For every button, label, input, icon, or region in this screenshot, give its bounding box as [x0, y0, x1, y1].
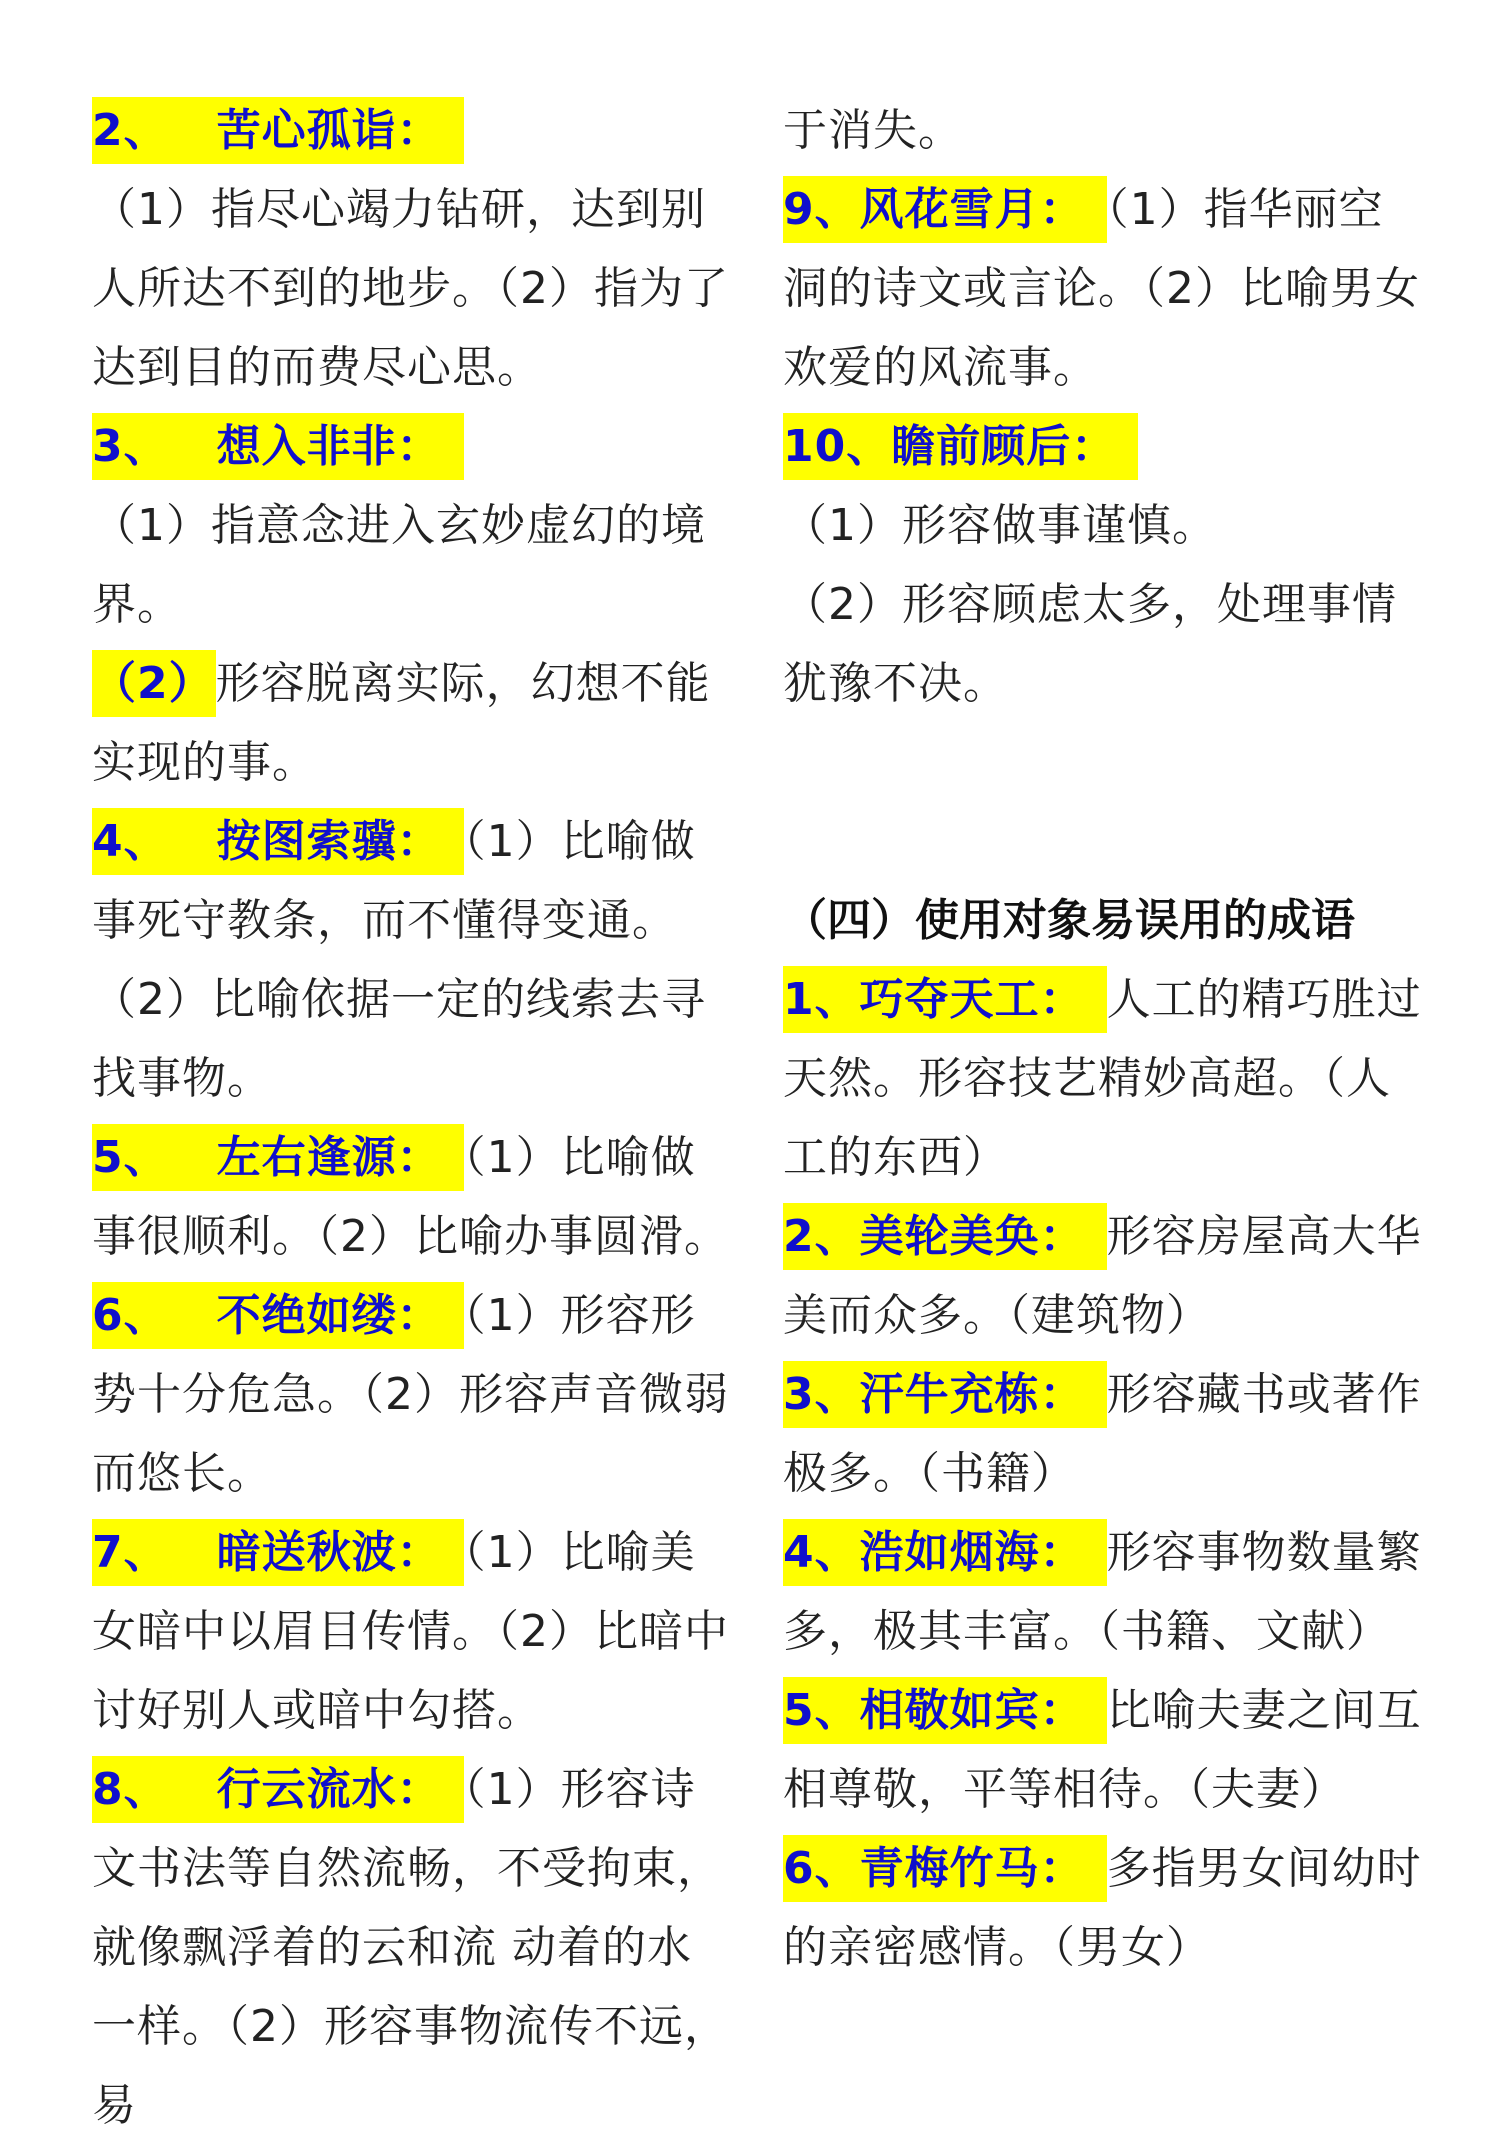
- term-text: 相敬如宾：: [859, 1685, 1085, 1736]
- idiom-entry: [783, 170, 1423, 407]
- definition-text: （1）比喻美女暗中以眉目传情。（2）比暗中讨好别人或暗中勾搭。: [92, 1527, 729, 1736]
- left-column: [92, 91, 732, 2145]
- term-text: 风花雪月：: [859, 184, 1085, 235]
- definition-text: （1）指尽心竭力钻研，达到别人所达不到的地步。（2）指为了达到目的而费尽心思。: [92, 184, 729, 393]
- term-text: 巧夺天工：: [859, 974, 1085, 1025]
- entry-number: 6、: [783, 1843, 860, 1894]
- entry-number: 5、: [92, 1132, 169, 1183]
- idiom-term: [783, 966, 1107, 1033]
- definition-text: （1）比喻做事死守教条，而不懂得变通。（2）比喻依据一定的线索去寻找事物。: [92, 816, 706, 1104]
- idiom-entry: [92, 1513, 732, 1750]
- entry-number: 3、: [92, 421, 169, 472]
- term-text: 汗牛充栋：: [859, 1369, 1085, 1420]
- entry-number: 1、: [783, 974, 860, 1025]
- idiom-entry: [783, 91, 1423, 170]
- idiom-term: [783, 1361, 1107, 1428]
- idiom-term: [92, 1519, 464, 1586]
- idiom-entry: [92, 802, 732, 1118]
- idiom-term: [783, 176, 1107, 243]
- idiom-term: [92, 413, 464, 480]
- term-text: 想入非非：: [216, 421, 442, 472]
- definition-text: 人工的精巧胜过天然。形容技艺精妙高超。（人工的东西）: [783, 974, 1422, 1183]
- idiom-entry: [92, 407, 732, 644]
- term-text: 瞻前顾后：: [891, 421, 1117, 472]
- definition-text: （1）指华丽空洞的诗文或言论。（2）比喻男女欢爱的风流事。: [783, 184, 1420, 393]
- term-text: 按图索骥：: [216, 816, 442, 867]
- definition-text: 于消失。: [783, 105, 963, 156]
- entry-number: 2、: [92, 105, 169, 156]
- idiom-term: [783, 1677, 1107, 1744]
- idiom-term: [92, 808, 464, 875]
- idiom-entry: [783, 960, 1423, 1197]
- idiom-entry: [783, 1355, 1423, 1513]
- definition-text: （1）比喻做事很顺利。（2）比喻办事圆滑。: [92, 1132, 729, 1262]
- term-text: 左右逢源：: [216, 1132, 442, 1183]
- section-spacer: [783, 723, 1423, 881]
- term-text: 不绝如缕：: [216, 1290, 442, 1341]
- entry-number: 4、: [92, 816, 169, 867]
- idiom-entry: [783, 1197, 1423, 1355]
- idiom-term: [92, 1756, 464, 1823]
- idiom-entry: [783, 1513, 1423, 1671]
- idiom-entry: [92, 644, 732, 802]
- entry-number: 9、: [783, 184, 860, 235]
- definition-text: （1）形容做事谨慎。: [783, 500, 1217, 551]
- entry-number: 6、: [92, 1290, 169, 1341]
- definition-text: 比喻夫妻之间互相尊敬，平等相待。（夫妻）: [783, 1685, 1422, 1815]
- term-text: 苦心孤诣：: [216, 105, 442, 156]
- idiom-term: [92, 97, 464, 164]
- entry-number: 10、: [783, 421, 892, 472]
- idiom-entry: [92, 1750, 732, 2145]
- idiom-entry: [92, 1276, 732, 1513]
- definition-text: 多指男女间幼时的亲密感情。（男女）: [783, 1843, 1422, 1973]
- idiom-entry: [783, 1829, 1423, 1987]
- term-text: 浩如烟海：: [859, 1527, 1085, 1578]
- entry-number: 5、: [783, 1685, 860, 1736]
- definition-text: （1）形容诗文书法等自然流畅，不受拘束，就像飘浮着的云和流 动着的水一样。（2）形容事物流传不远，易: [92, 1764, 729, 2131]
- definition-text: 形容脱离实际，幻想不能实现的事。: [92, 658, 711, 788]
- definition-text: （1）指意念进入玄妙虚幻的境界。: [92, 500, 706, 630]
- idiom-term: [783, 413, 1138, 480]
- idiom-entry: [783, 407, 1423, 486]
- term-text: 行云流水：: [216, 1764, 442, 1815]
- definition-text: 形容藏书或著作极多。（书籍）: [783, 1369, 1422, 1499]
- definition-text: 形容房屋高大华美而众多。（建筑物）: [783, 1211, 1422, 1341]
- item-marker: （2）: [92, 650, 216, 717]
- definition-text: （1）形容形势十分危急。（2）形容声音微弱而悠长。: [92, 1290, 729, 1499]
- idiom-entry: [783, 486, 1423, 565]
- entry-number: 2、: [783, 1211, 860, 1262]
- term-text: 美轮美奂：: [859, 1211, 1085, 1262]
- definition-text: （2）形容顾虑太多，处理事情犹豫不决。: [783, 579, 1397, 709]
- idiom-term: [92, 1282, 464, 1349]
- idiom-entry: [92, 1118, 732, 1276]
- entry-number: 7、: [92, 1527, 169, 1578]
- section-title: （四）使用对象易误用的成语: [783, 895, 1355, 946]
- right-entries: [783, 91, 1423, 723]
- idiom-entry: [783, 565, 1423, 723]
- idiom-entry: [783, 1671, 1423, 1829]
- entry-number: 3、: [783, 1369, 860, 1420]
- idiom-term: [783, 1519, 1107, 1586]
- term-text: 青梅竹马：: [859, 1843, 1085, 1894]
- idiom-entry: [92, 91, 732, 407]
- idiom-term: [783, 1835, 1107, 1902]
- definition-text: 形容事物数量繁多，极其丰富。（书籍、文献）: [783, 1527, 1422, 1657]
- entry-number: 4、: [783, 1527, 860, 1578]
- idiom-term: [783, 1203, 1107, 1270]
- right-section-entries: [783, 960, 1423, 1987]
- idiom-term: [92, 1124, 464, 1191]
- entry-number: 8、: [92, 1764, 169, 1815]
- right-column: [783, 91, 1423, 1987]
- term-text: 暗送秋波：: [216, 1527, 442, 1578]
